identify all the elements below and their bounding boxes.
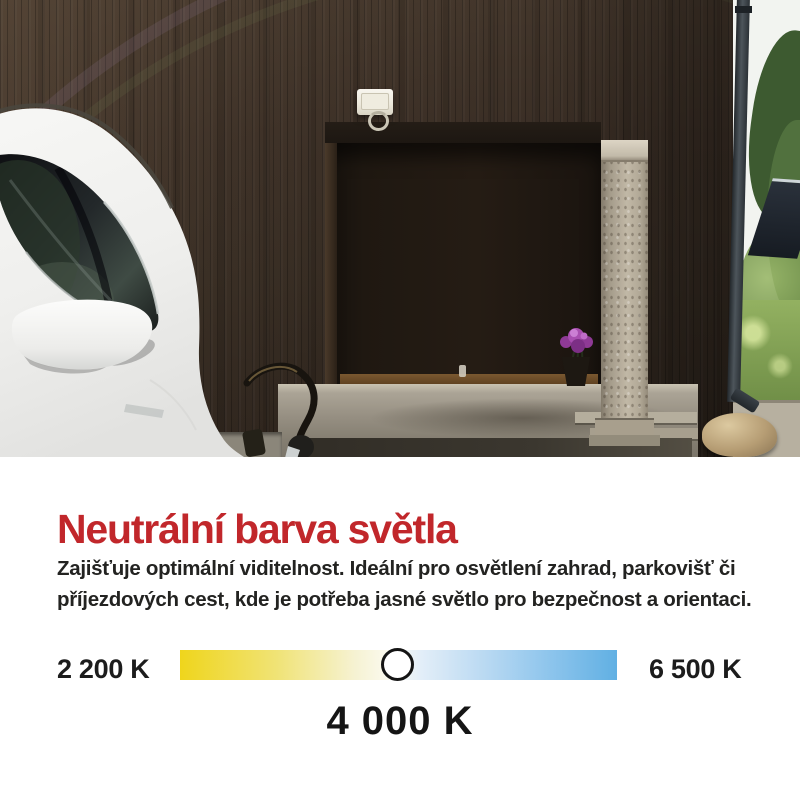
cable-holder bbox=[242, 428, 266, 457]
flower-pot bbox=[562, 357, 590, 386]
description-line-1: Zajišťuje optimální viditelnost. Ideální pro osvětlení zahrad, parkovišť či bbox=[57, 557, 736, 580]
description-line-2: příjezdových cest, kde je potřeba jasné světlo pro bezpečnost a orientaci. bbox=[57, 588, 752, 611]
temperature-marker bbox=[381, 648, 414, 681]
scale-min-label: 2 200 K bbox=[57, 654, 150, 684]
flower-pot-plant bbox=[560, 328, 593, 386]
scale-max-label: 6 500 K bbox=[649, 654, 742, 684]
scale-value-label: 4 000 K bbox=[326, 699, 474, 743]
description-text bbox=[57, 553, 757, 615]
page-title: Neutrální barva světla bbox=[57, 506, 457, 553]
